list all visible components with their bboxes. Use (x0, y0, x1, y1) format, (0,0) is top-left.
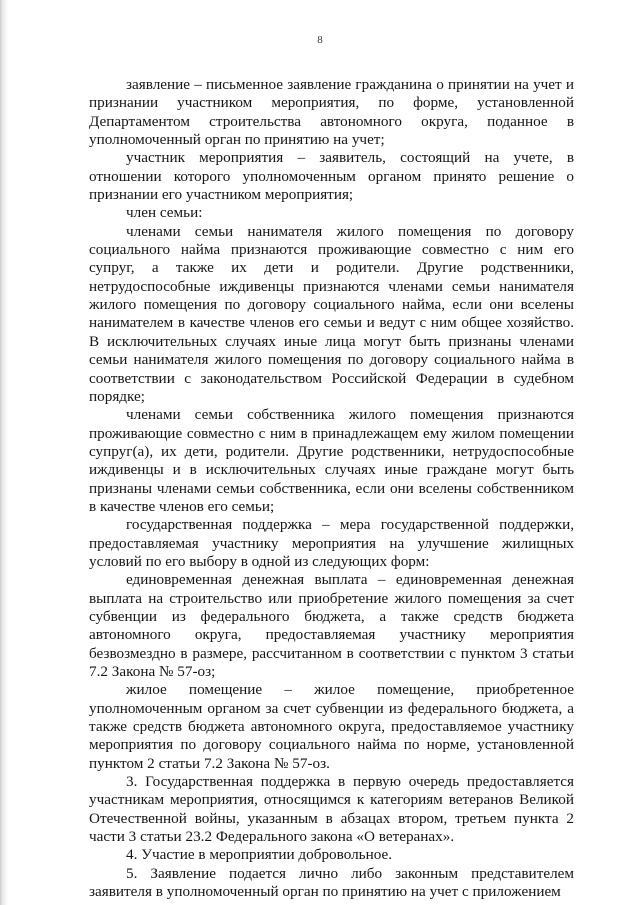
page-number: 8 (317, 34, 323, 46)
clause-4: 4. Участие в мероприятии добровольное. (126, 846, 393, 864)
definition-family-member-heading: член семьи: (126, 204, 203, 222)
definition-state-support: государственная поддержка – мера государственной поддержки, предоставляемая участнику мероприятия на улучшение жилищных условий по его выбору в одной из следующих форм: (89, 516, 574, 570)
definition-owner-family: членами семьи собственника жилого помещения признаются проживающие совместно с ним в принадлежащем ему жилом помещении супруг(а), их дети, родители. Другие родственники, нетрудоспособные иждивенцы и в исключительных случаях иные граждане могут быть признаны членами семьи собственника, если они вселены собственником в качестве членов его семьи; (89, 406, 574, 515)
document-body (89, 76, 574, 901)
scan-edge-shadow (0, 0, 8, 905)
definition-tenant-family: членами семьи нанимателя жилого помещения по договору социального найма признаются проживающие совместно с ним его супруг, а также их дети и родители. Другие родственники, нетрудоспособные иждивенцы признаются членами семьи нанимателя жилого помещения по договору социального найма, если они вселены нанимателем в качестве членов его семьи и ведут с ним общее хозяйство. В исключительных случаях иные лица могут быть признаны членами семьи нанимателя жилого помещения по договору социального найма в соответствии с законодательством Российской Федерации в судебном порядке; (89, 222, 574, 405)
clause-5: 5. Заявление подается лично либо законным представителем заявителя в уполномоченный орган по принятию на учет с приложением (89, 864, 574, 901)
definition-application: заявление – письменное заявление гражданина о принятии на учет и признании участником мероприятия, по форме, установленной Департаментом строительства автономного округа, поданное в уполномоченный орган по принятию на учет; (89, 76, 574, 149)
clause-3: 3. Государственная поддержка в первую очередь предоставляется участникам мероприятия, относящимся к категориям ветеранов Великой Отечественной войны, указанным в абзацах втором, третьем пункта 2 части 3 статьи 23.2 Федерального закона «О ветеранах». (89, 773, 574, 846)
definition-dwelling: жилое помещение – жилое помещение, приобретенное уполномоченным органом за счет субвенции из федерального бюджета, а также средств бюджета автономного округа, предоставляемое участнику мероприятия по договору социального найма по норме, установленной пунктом 2 статьи 7.2 Закона № 57-оз. (89, 681, 574, 772)
definition-lump-sum-payment: единовременная денежная выплата – единовременная денежная выплата на строительство или приобретение жилого помещения за счет субвенции из федерального бюджета, а также средств бюджета автономного округа, предоставляемая участнику мероприятия безвозмездно в размере, рассчитанном в соответствии с пунктом 3 статьи 7.2 Закона № 57-оз; (89, 571, 574, 680)
definition-participant: участник мероприятия – заявитель, состоящий на учете, в отношении которого уполномоченным органом принято решение о признании его участником мероприятия; (89, 149, 574, 204)
